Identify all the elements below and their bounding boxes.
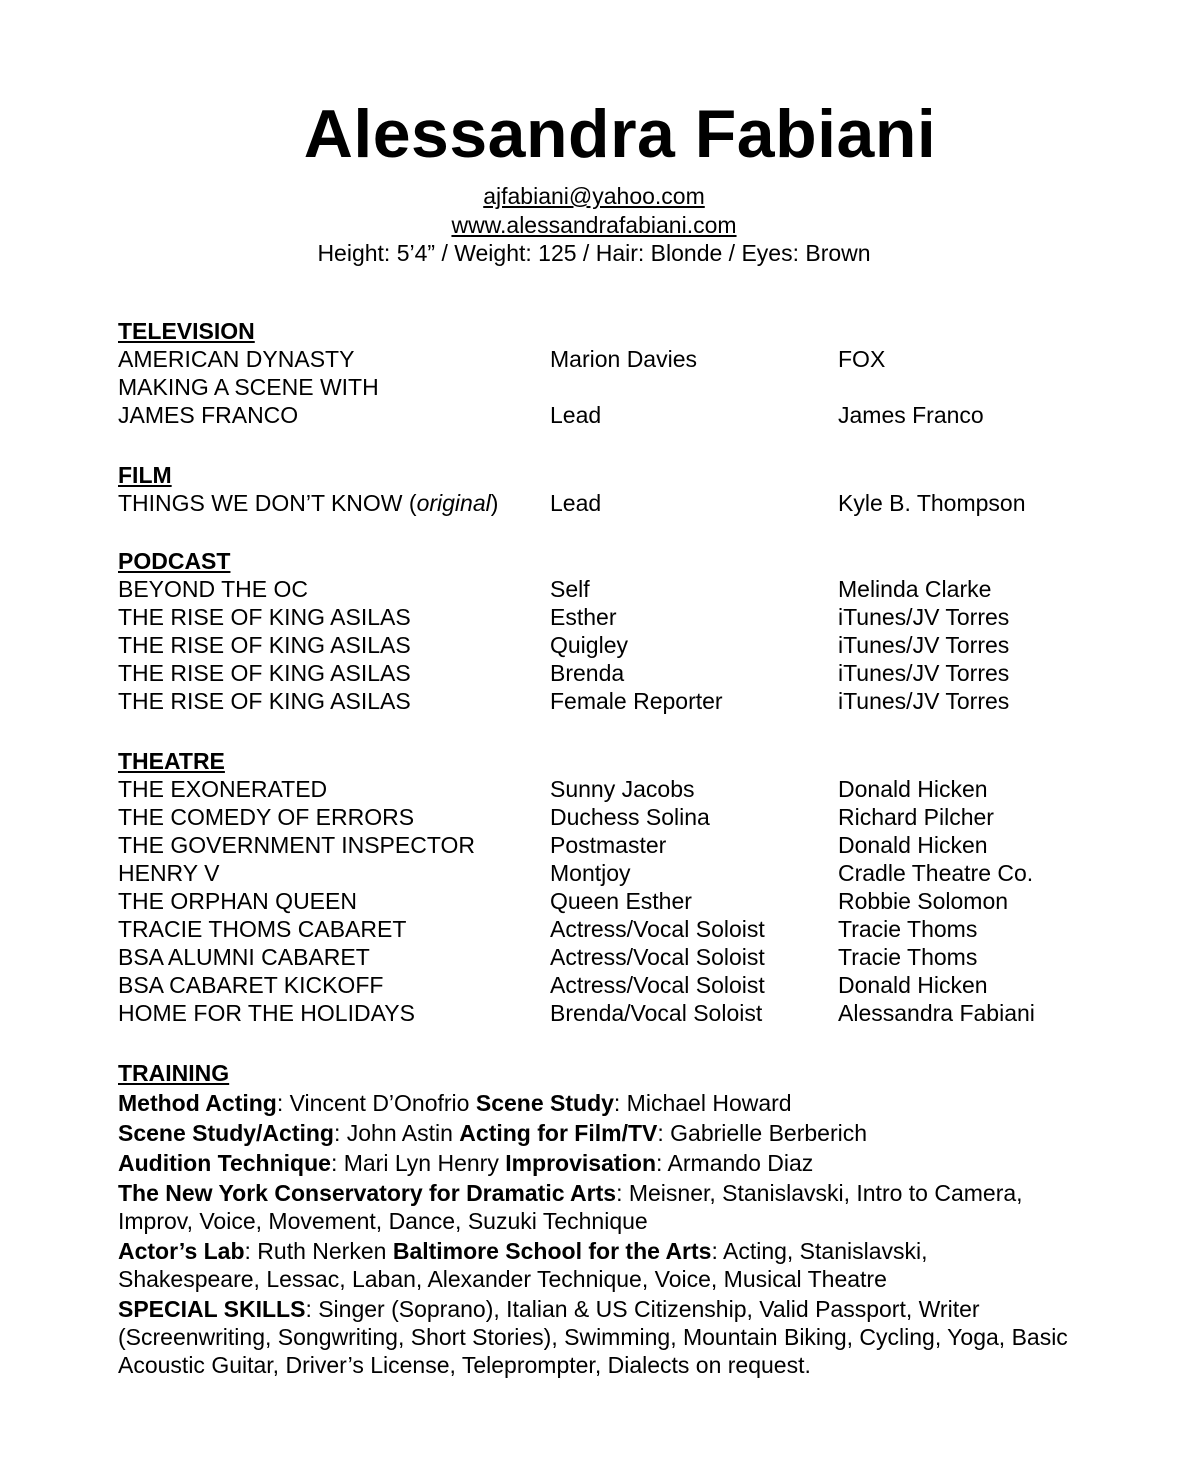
training-label: Actor’s Lab <box>118 1238 245 1264</box>
credit-company: Robbie Solomon <box>838 888 1009 914</box>
credit-role: Lead <box>550 402 602 428</box>
training-heading: TRAINING <box>118 1060 230 1086</box>
training-label: Acting for Film/TV <box>459 1120 658 1146</box>
credit-company: Melinda Clarke <box>838 576 992 602</box>
credit-title-main: THINGS WE DON’T KNOW ( <box>118 490 417 516</box>
credit-company: iTunes/JV Torres <box>838 632 1010 658</box>
credit-role: Actress/Vocal Soloist <box>550 916 765 942</box>
training-line-scene-acting <box>118 1119 1068 1147</box>
training-line-audition <box>118 1149 1068 1177</box>
credit-role: Actress/Vocal Soloist <box>550 944 765 970</box>
theatre-heading: THEATRE <box>118 748 225 774</box>
training-value: : Armando Diaz <box>656 1150 814 1176</box>
email-text[interactable]: ajfabiani@yahoo.com <box>483 183 705 209</box>
training-line-method <box>118 1089 1068 1117</box>
credit-title: TRACIE THOMS CABARET <box>118 916 407 942</box>
resume-name: Alessandra Fabiani <box>303 96 937 172</box>
training-label: Scene Study/Acting <box>118 1120 334 1146</box>
credit-title <box>118 489 498 517</box>
website-text[interactable]: www.alessandrafabiani.com <box>451 212 737 238</box>
credit-role: Sunny Jacobs <box>550 776 695 802</box>
credit-company: Tracie Thoms <box>838 916 978 942</box>
training-label: SPECIAL SKILLS <box>118 1296 306 1322</box>
credit-role: Brenda <box>550 660 625 686</box>
training-value: : Acting, Stanislavski, Shakespeare, Lessac, Laban, Alexander Technique, Voice, Musical Theatre <box>118 1238 928 1292</box>
training-value: : Michael Howard <box>613 1090 792 1116</box>
training-label: Scene Study <box>475 1090 614 1116</box>
credit-company: FOX <box>838 346 886 372</box>
credit-role: Esther <box>550 604 617 630</box>
credit-role: Montjoy <box>550 860 631 886</box>
credit-title: THE EXONERATED <box>118 776 328 802</box>
training-label: Improvisation <box>505 1150 657 1176</box>
training-value: : John Astin <box>333 1120 460 1146</box>
physical-stats: Height: 5’4” / Weight: 125 / Hair: Blonde / Eyes: Brown <box>317 240 871 266</box>
credit-title: THE RISE OF KING ASILAS <box>118 604 411 630</box>
credit-company: Tracie Thoms <box>838 944 978 970</box>
credit-title: BSA CABARET KICKOFF <box>118 972 384 998</box>
training-value: : Singer (Soprano), Italian & US Citizenship, Valid Passport, Writer (Screenwriting, Songwriting, Short Stories), Swimming, Mountain Biking, Cycling, Yoga, Basic Acoustic Guitar, Driver’s License, Teleprompter, Dialects on request. <box>118 1296 1068 1378</box>
credit-role: Queen Esther <box>550 888 692 914</box>
training-label: Method Acting <box>118 1090 277 1116</box>
credit-title: JAMES FRANCO <box>118 402 299 428</box>
credit-title: THE RISE OF KING ASILAS <box>118 688 411 714</box>
credit-title: THE RISE OF KING ASILAS <box>118 632 411 658</box>
credit-company: Alessandra Fabiani <box>838 1000 1035 1026</box>
credit-title: HENRY V <box>118 860 220 886</box>
email-link[interactable] <box>0 182 1188 210</box>
training-value: : Vincent D’Onofrio <box>276 1090 476 1116</box>
training-line-nycda <box>118 1179 1068 1235</box>
credit-title-italic: original <box>416 490 491 516</box>
credit-role: Postmaster <box>550 832 667 858</box>
credit-role: Marion Davies <box>550 346 697 372</box>
training-label: Baltimore School for the Arts <box>392 1238 712 1264</box>
credit-company: Cradle Theatre Co. <box>838 860 1034 886</box>
credit-company: James Franco <box>838 402 984 428</box>
credit-company: Kyle B. Thompson <box>838 490 1026 516</box>
credit-title-end: ) <box>490 490 499 516</box>
credit-title: AMERICAN DYNASTY <box>118 346 355 372</box>
credit-role: Female Reporter <box>550 688 723 714</box>
credit-role: Quigley <box>550 632 628 658</box>
credit-company: iTunes/JV Torres <box>838 660 1010 686</box>
credit-title: HOME FOR THE HOLIDAYS <box>118 1000 415 1026</box>
credit-title: THE GOVERNMENT INSPECTOR <box>118 832 475 858</box>
television-heading: TELEVISION <box>118 318 255 344</box>
training-label: Audition Technique <box>118 1150 331 1176</box>
special-skills <box>118 1295 1068 1379</box>
training-value: : Gabrielle Berberich <box>657 1120 868 1146</box>
training-line-actors-lab <box>118 1237 1068 1293</box>
website-link[interactable] <box>0 211 1188 239</box>
training-value: : Mari Lyn Henry <box>330 1150 506 1176</box>
credit-company: iTunes/JV Torres <box>838 604 1010 630</box>
credit-title: BEYOND THE OC <box>118 576 308 602</box>
credit-role: Brenda/Vocal Soloist <box>550 1000 763 1026</box>
podcast-heading: PODCAST <box>118 548 231 574</box>
training-label: The New York Conservatory for Dramatic Arts <box>118 1180 617 1206</box>
credit-title-line1: MAKING A SCENE WITH <box>118 374 379 400</box>
training-value: : Meisner, Stanislavski, Intro to Camera, Improv, Voice, Movement, Dance, Suzuki Technique <box>118 1180 1023 1234</box>
credit-company: Richard Pilcher <box>838 804 994 830</box>
credit-company: iTunes/JV Torres <box>838 688 1010 714</box>
credit-company: Donald Hicken <box>838 972 988 998</box>
credit-title: BSA ALUMNI CABARET <box>118 944 370 970</box>
credit-role: Actress/Vocal Soloist <box>550 972 765 998</box>
film-heading: FILM <box>118 462 172 488</box>
credit-title: THE RISE OF KING ASILAS <box>118 660 411 686</box>
training-value: : Ruth Nerken <box>244 1238 393 1264</box>
credit-company: Donald Hicken <box>838 832 988 858</box>
credit-role: Self <box>550 576 590 602</box>
credit-title: THE COMEDY OF ERRORS <box>118 804 415 830</box>
credit-role: Lead <box>550 490 602 516</box>
credit-company: Donald Hicken <box>838 776 988 802</box>
credit-role: Duchess Solina <box>550 804 710 830</box>
credit-title: THE ORPHAN QUEEN <box>118 888 357 914</box>
